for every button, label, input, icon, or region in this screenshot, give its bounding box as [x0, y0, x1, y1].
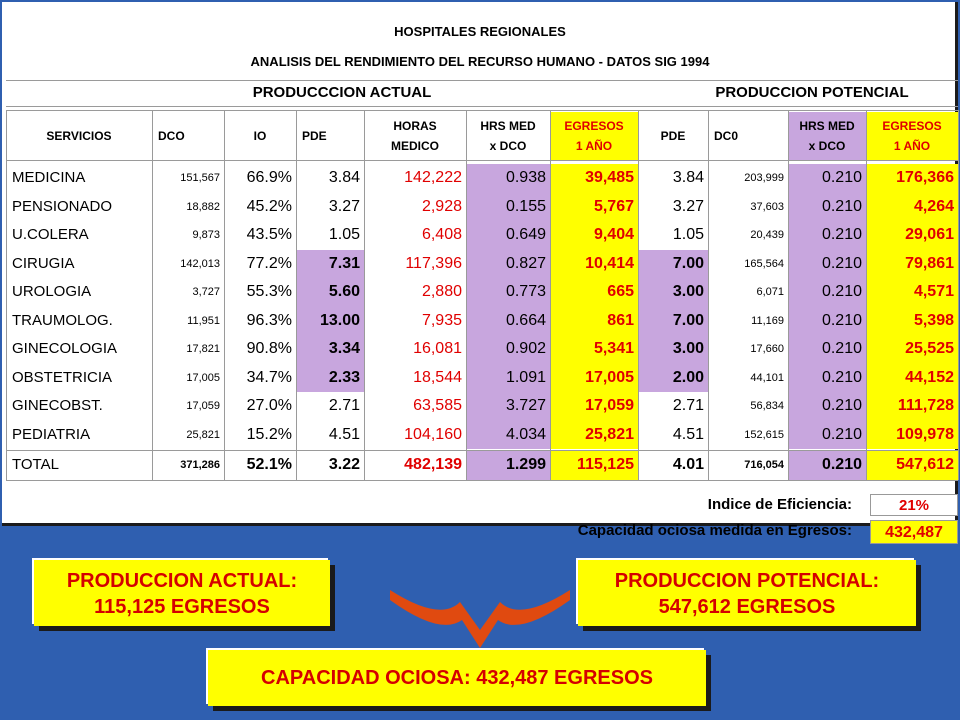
header-horas-line2: MEDICO [391, 139, 439, 153]
ociosa-text: CAPACIDAD OCIOSA: 432,487 EGRESOS [261, 667, 653, 689]
cell-pde2: 3.00 [638, 278, 708, 307]
cell-pde2: 2.00 [638, 364, 708, 393]
header-dco: DCO [158, 129, 185, 143]
cell-egr2: 44,152 [866, 364, 958, 393]
cell-dco: 3,727 [192, 286, 220, 298]
cell-serv: U.COLERA [12, 226, 89, 243]
spreadsheet [2, 2, 958, 541]
grid-vline [152, 110, 153, 480]
cell-serv: CIRUGIA [12, 254, 75, 272]
cell-egr: 5,767 [550, 193, 638, 222]
actual-line1: PRODUCCION ACTUAL: [66, 570, 298, 592]
grid-hline [6, 110, 958, 111]
cell-pde2: 7.00 [638, 250, 708, 279]
cell-serv: TRAUMOLOG. [12, 311, 113, 329]
cell-io: 90.8% [246, 340, 292, 357]
header-hrs-med2-line1: HRS MED [799, 119, 855, 133]
cell-horas: 18,544 [413, 368, 462, 386]
total-horas: 482,139 [404, 456, 462, 473]
cell-pde2: 2.71 [672, 397, 704, 414]
grid-vline [364, 110, 365, 480]
cell-serv: GINECOLOGIA [12, 340, 118, 357]
total-pde2: 4.01 [672, 456, 704, 473]
ociosa-summary-box [208, 650, 706, 706]
header-hrs-med-line1: HRS MED [480, 119, 536, 133]
cell-hrs2: 0.210 [788, 421, 866, 450]
grid-vline [638, 110, 639, 480]
cell-hrs2: 0.210 [788, 364, 866, 393]
cell-pde2: 1.05 [672, 226, 704, 243]
cell-dc0: 44,101 [750, 371, 784, 384]
cell-pde2: 3.27 [672, 197, 704, 215]
report-title: HOSPITALES REGIONALES [394, 24, 566, 39]
cell-pde: 13.00 [296, 307, 364, 336]
cell-horas: 104,160 [404, 425, 462, 443]
header-pde2: PDE [660, 129, 686, 143]
header-hrs-med2-line2: x DCO [808, 139, 846, 153]
cell-egr2: 5,398 [866, 307, 958, 336]
cell-hrs2: 0.210 [788, 250, 866, 279]
cell-pde: 3.34 [296, 335, 364, 364]
cell-pde2: 3.00 [638, 335, 708, 364]
cell-egr2: 4,571 [866, 278, 958, 307]
grid-vline [708, 110, 709, 480]
total-pde: 3.22 [328, 456, 360, 473]
cell-io: 77.2% [246, 254, 292, 272]
total-dc0: 716,054 [744, 459, 784, 471]
potencial-summary-box [578, 560, 916, 626]
total-io: 52.1% [246, 456, 292, 473]
cell-hrs: 0.664 [466, 307, 550, 336]
header-egresos2 [866, 112, 958, 160]
capacidad-value: 432,487 [870, 520, 958, 544]
cell-hrs: 0.773 [466, 278, 550, 307]
cell-hrs2: 0.210 [788, 307, 866, 336]
total-hrs: 1.299 [466, 451, 550, 480]
cell-pde: 4.51 [328, 425, 360, 443]
cell-hrs: 3.727 [466, 392, 550, 421]
cell-egr2: 109,978 [866, 421, 958, 450]
header-io: IO [253, 129, 267, 143]
potencial-line1: PRODUCCION POTENCIAL: [614, 570, 880, 592]
cell-io: 27.0% [246, 397, 292, 414]
header-hrs-med2 [788, 112, 866, 160]
cell-egr: 25,821 [550, 421, 638, 450]
header-hrs-med-line2: x DCO [489, 139, 527, 153]
cell-pde2: 7.00 [638, 307, 708, 336]
cell-hrs: 0.827 [466, 250, 550, 279]
grid-vline [788, 110, 789, 480]
cell-horas: 117,396 [405, 254, 462, 272]
cell-hrs: 0.649 [466, 221, 550, 250]
grid-hline [6, 80, 958, 81]
report-subtitle: ANALISIS DEL RENDIMIENTO DEL RECURSO HUMANO - DATOS SIG 1994 [250, 54, 710, 69]
cell-horas: 7,935 [421, 311, 462, 329]
actual-summary-box [34, 560, 330, 626]
cell-hrs2: 0.210 [788, 164, 866, 193]
cell-horas: 6,408 [421, 226, 462, 243]
cell-hrs: 0.155 [466, 193, 550, 222]
cell-egr2: 176,366 [866, 164, 958, 193]
cell-pde: 1.05 [328, 226, 360, 243]
cell-dco: 17,059 [186, 400, 220, 412]
header-egresos [550, 112, 638, 160]
capacidad-label: Capacidad ociosa medida en Egresos: [577, 521, 852, 539]
cell-hrs: 0.902 [466, 335, 550, 364]
cell-egr2: 4,264 [866, 193, 958, 222]
potencial-line2: 547,612 EGRESOS [658, 596, 836, 618]
cell-dco: 17,005 [186, 371, 220, 384]
cell-dco: 151,567 [180, 172, 220, 184]
grid-vline [466, 110, 467, 480]
indice-label: Indice de Eficiencia: [707, 495, 852, 513]
grid-vline [6, 110, 7, 480]
header-horas [364, 112, 466, 160]
cell-dc0: 165,564 [744, 257, 784, 270]
cell-egr2: 29,061 [866, 221, 958, 250]
total-hrs2: 0.210 [788, 451, 866, 480]
cell-serv: OBSTETRICIA [12, 368, 113, 386]
indice-value: 21% [870, 494, 958, 516]
cell-pde2: 3.84 [672, 169, 704, 186]
header-egresos-line1: EGRESOS [564, 119, 624, 133]
cell-pde: 7.31 [296, 250, 364, 279]
cell-io: 66.9% [246, 169, 292, 186]
cell-egr: 39,485 [550, 164, 638, 193]
cell-dc0: 203,999 [744, 172, 784, 184]
cell-dc0: 11,169 [751, 314, 784, 327]
header-servicios: SERVICIOS [46, 129, 112, 143]
total-egr2: 547,612 [866, 451, 958, 480]
cell-egr2: 79,861 [866, 250, 958, 279]
grid-vline [958, 110, 959, 480]
header-egresos2-line1: EGRESOS [882, 119, 942, 133]
cell-dco: 18,882 [186, 200, 220, 213]
header-egresos2-line2: 1 AÑO [893, 139, 931, 153]
cell-hrs2: 0.210 [788, 221, 866, 250]
cell-dc0: 17,660 [750, 343, 784, 355]
grid-hline [6, 106, 958, 107]
cell-dco: 25,821 [186, 428, 220, 441]
cell-dc0: 37,603 [750, 200, 784, 213]
cell-io: 43.5% [246, 226, 292, 243]
cell-hrs2: 0.210 [788, 193, 866, 222]
cell-pde2: 4.51 [672, 425, 704, 443]
cell-pde: 3.27 [328, 197, 360, 215]
cell-dco: 11,951 [187, 314, 220, 327]
cell-io: 15.2% [246, 425, 292, 443]
cell-horas: 16,081 [413, 340, 462, 357]
cell-hrs2: 0.210 [788, 335, 866, 364]
cell-egr2: 25,525 [866, 335, 958, 364]
cell-dco: 9,873 [192, 229, 220, 241]
cell-pde: 2.71 [328, 397, 360, 414]
cell-pde: 3.84 [328, 169, 360, 186]
grid-vline [296, 110, 297, 480]
cell-dco: 142,013 [180, 257, 220, 270]
cell-serv: PENSIONADO [12, 197, 113, 215]
cell-egr: 5,341 [550, 335, 638, 364]
cell-horas: 142,222 [404, 169, 462, 186]
header-horas-line1: HORAS [393, 119, 437, 133]
cell-egr: 9,404 [550, 221, 638, 250]
total-dco: 371,286 [180, 459, 220, 471]
header-hrs-med [466, 112, 550, 160]
cell-egr: 10,414 [550, 250, 638, 279]
curved-arrow-icon [380, 578, 580, 658]
cell-serv: UROLOGIA [12, 283, 92, 300]
header-pde: PDE [302, 129, 327, 143]
cell-hrs: 1.091 [466, 364, 550, 393]
cell-serv: PEDIATRIA [12, 425, 91, 443]
header-egresos-line2: 1 AÑO [575, 139, 613, 153]
cell-pde: 5.60 [296, 278, 364, 307]
cell-io: 96.3% [246, 311, 292, 329]
cell-egr2: 111,728 [866, 392, 958, 421]
cell-io: 45.2% [246, 197, 292, 215]
cell-horas: 2,928 [421, 197, 462, 215]
cell-hrs: 0.938 [466, 164, 550, 193]
cell-io: 55.3% [246, 283, 292, 300]
actual-line2: 115,125 EGRESOS [94, 596, 270, 618]
grid-vline [866, 110, 867, 480]
grid-hline [6, 480, 958, 481]
cell-serv: GINECOBST. [12, 397, 103, 414]
cell-dc0: 6,071 [756, 286, 784, 298]
header-dc0: DC0 [714, 129, 739, 143]
cell-serv: MEDICINA [12, 169, 86, 186]
cell-dc0: 152,615 [744, 428, 784, 441]
cell-pde: 2.33 [296, 364, 364, 393]
cell-horas: 63,585 [413, 397, 462, 414]
cell-hrs: 4.034 [466, 421, 550, 450]
section-actual: PRODUCCCION ACTUAL [252, 84, 432, 101]
cell-egr: 665 [550, 278, 638, 307]
cell-egr: 861 [550, 307, 638, 336]
cell-dc0: 20,439 [750, 229, 784, 241]
grid-vline [224, 110, 225, 480]
grid-vline [550, 110, 551, 480]
cell-egr: 17,059 [550, 392, 638, 421]
cell-dco: 17,821 [186, 343, 220, 355]
total-egr: 115,125 [550, 451, 638, 480]
grid-hline [6, 160, 958, 161]
cell-horas: 2,880 [421, 283, 462, 300]
grid-hline [6, 450, 958, 451]
total-serv: TOTAL [12, 456, 59, 473]
cell-hrs2: 0.210 [788, 278, 866, 307]
cell-dc0: 56,834 [750, 400, 784, 412]
section-potencial: PRODUCCION POTENCIAL [715, 84, 909, 101]
cell-hrs2: 0.210 [788, 392, 866, 421]
cell-egr: 17,005 [550, 364, 638, 393]
cell-io: 34.7% [246, 368, 292, 386]
